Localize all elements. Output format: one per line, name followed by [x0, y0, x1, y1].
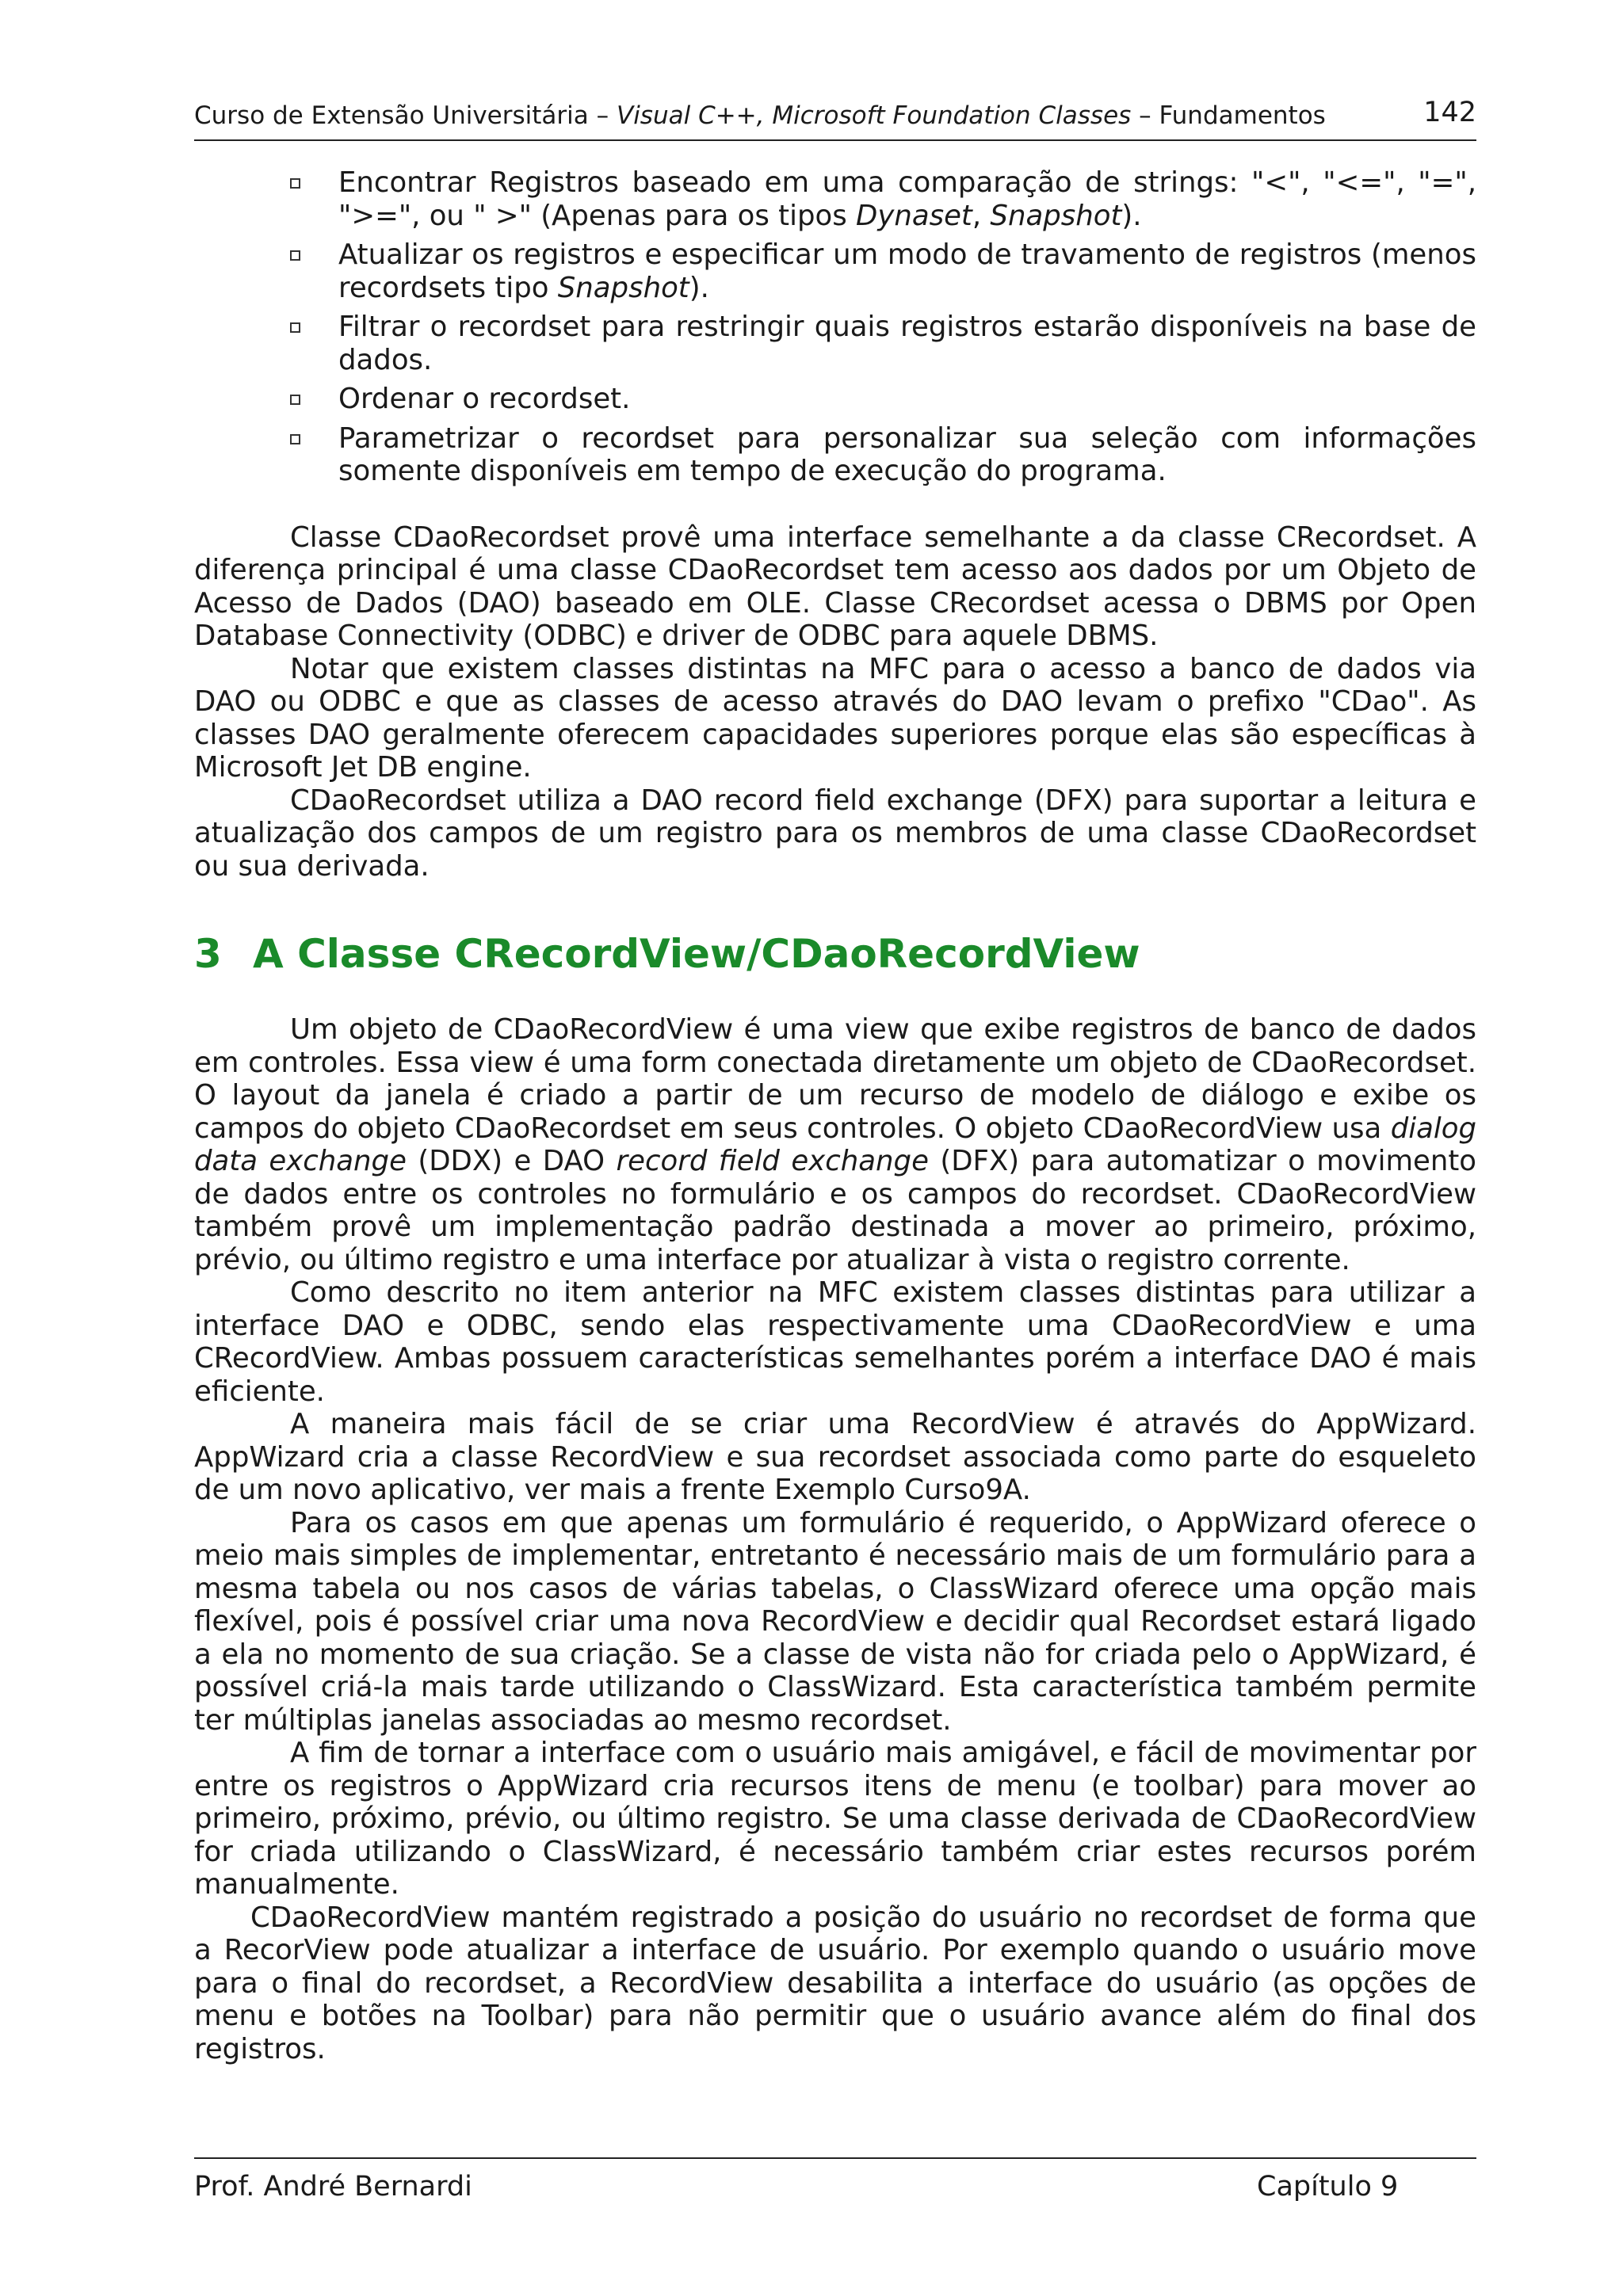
bullet-item [194, 238, 1476, 304]
text-run: ). [689, 271, 709, 304]
section-number: 3 [194, 931, 222, 977]
page-header [194, 97, 1476, 141]
square-bullet-icon [290, 250, 300, 261]
footer-author: Prof. André Bernardi [194, 2171, 472, 2203]
paragraph: Como descrito no item anterior na MFC existem classes distintas para utilizar a interface DAO e ODBC, sendo elas respectivamente uma CDaoRecordView e uma CRecordView. Ambas possuem características semelhantes porém a interface DAO é mais eficiente. [194, 1276, 1476, 1408]
text-run: Filtrar o recordset para restringir quais registros estarão disponíveis na base de dados. [338, 311, 1476, 376]
footer-chapter: Capítulo 9 [1257, 2171, 1399, 2203]
square-bullet-icon [290, 395, 300, 405]
paragraph: A fim de tornar a interface com o usuário mais amigável, e fácil de movimentar por entre os registros o AppWizard cria recursos itens de menu (e toolbar) para mover ao primeiro, próximo, prévio, ou último registro. Se uma classe derivada de CDaoRecordView for criada utilizando o ClassWizard, é necessário também criar estes recursos porém manualmente. [194, 1737, 1476, 1901]
italic-text: dialog data exchange [194, 1112, 1476, 1177]
bullet-item [194, 383, 1476, 416]
bullet-text [338, 166, 1476, 232]
text-run: , [972, 199, 991, 232]
running-title-italic: Visual C++, Microsoft Foundation Classes [616, 101, 1132, 130]
header-divider [194, 139, 1476, 141]
bullet-item [194, 166, 1476, 232]
square-bullet-icon [290, 178, 300, 189]
italic-text: Snapshot [557, 271, 689, 304]
italic-text: record field exchange [616, 1145, 929, 1177]
text-run: Parametrizar o recordset para personalizar sua seleção com informações somente disponíveis em tempo de execução do programa. [338, 421, 1476, 487]
italic-text: Snapshot [990, 199, 1122, 232]
paragraph: Notar que existem classes distintas na MFC para o acesso a banco de dados via DAO ou ODBC e que as classes de acesso através do DAO levam o prefixo "CDao". As classes DAO geralmente oferecem capacidades superiores porque elas são específicas à Microsoft Jet DB engine. [194, 652, 1476, 784]
paragraph [194, 1013, 1476, 1276]
paragraph: Classe CDaoRecordset provê uma interface semelhante a da classe CRecordset. A diferença principal é uma classe CDaoRecordset tem acesso aos dados por um Objeto de Acesso de Dados (DAO) baseado em OLE. Classe CRecordset acessa o DBMS por Open Database Connectivity (ODBC) e driver de ODBC para aquele DBMS. [194, 521, 1476, 652]
section-title: A Classe CRecordView/CDaoRecordView [253, 931, 1140, 977]
running-title-prefix: Curso de Extensão Universitária – [194, 101, 617, 130]
page-body [194, 166, 1476, 2065]
bullet-text [338, 311, 1476, 376]
bullet-text [338, 383, 630, 415]
bullet-item [194, 422, 1476, 488]
text-run: (DDX) e DAO [406, 1145, 617, 1177]
text-run: Encontrar Registros baseado em uma comparação de strings: "<", "<=", "=", ">=", ou " >" (Apenas para os tipos [338, 166, 1476, 232]
text-run: Atualizar os registros e especificar um modo de travamento de registros (menos recordsets tipo [338, 238, 1476, 304]
bullet-item [194, 311, 1476, 376]
section-heading [194, 926, 1476, 982]
square-bullet-icon [290, 322, 300, 333]
page-number: 142 [1423, 97, 1476, 128]
paragraph: A maneira mais fácil de se criar uma RecordView é através do AppWizard. AppWizard cria a classe RecordView e sua recordset associada como parte do esqueleto de um novo aplicativo, ver mais a frente Exemplo Curso9A. [194, 1408, 1476, 1506]
italic-text: Dynaset [855, 199, 972, 232]
square-bullet-icon [290, 434, 300, 444]
paragraph: Para os casos em que apenas um formulário é requerido, o AppWizard oferece o meio mais simples de implementar, entretanto é necessário mais de um formulário para a mesma tabela ou nos casos de várias tabelas, o ClassWizard oferece uma opção mais flexível, pois é possível criar uma nova RecordView e decidir qual Recordset estará ligado a ela no momento de sua criação. Se a classe de vista não for criada pelo o AppWizard, é possível criá-la mais tarde utilizando o ClassWizard. Esta característica também permite ter múltiplas janelas associadas ao mesmo recordset. [194, 1506, 1476, 1737]
text-run: (DFX) para automatizar o movimento de dados entre os controles no formulário e os campos do recordset. CDaoRecordView também provê um implementação padrão destinada a mover ao primeiro, próximo, prévio, ou último registro e uma interface por atualizar à vista o registro corrente. [194, 1145, 1477, 1276]
text-run: Um objeto de CDaoRecordView é uma view que exibe registros de banco de dados em controles. Essa view é uma form conectada diretamente um objeto de CDaoRecordset. O layout da janela é criado a partir de um recurso de modelo de diálogo e exibe os campos do objeto CDaoRecordset em seus controles. O objeto CDaoRecordView usa [194, 1013, 1476, 1145]
bullet-text [338, 238, 1476, 304]
paragraph: CDaoRecordset utiliza a DAO record field exchange (DFX) para suportar a leitura e atualização dos campos de um registro para os membros de uma classe CDaoRecordset ou sua derivada. [194, 784, 1476, 883]
paragraph: CDaoRecordView mantém registrado a posição do usuário no recordset de forma que a RecorView pode atualizar a interface de usuário. Por exemplo quando o usuário move para o final do recordset, a RecordView desabilita a interface do usuário (as opções de menu e botões na Toolbar) para não permitir que o usuário avance além do final dos registros. [194, 1901, 1476, 2065]
running-title [194, 101, 1326, 130]
footer-divider [194, 2157, 1476, 2159]
bullet-text [338, 422, 1476, 488]
running-title-suffix: – Fundamentos [1131, 101, 1326, 130]
text-run: Ordenar o recordset. [338, 383, 631, 415]
text-run: ). [1121, 199, 1142, 232]
bullet-list [194, 166, 1476, 488]
